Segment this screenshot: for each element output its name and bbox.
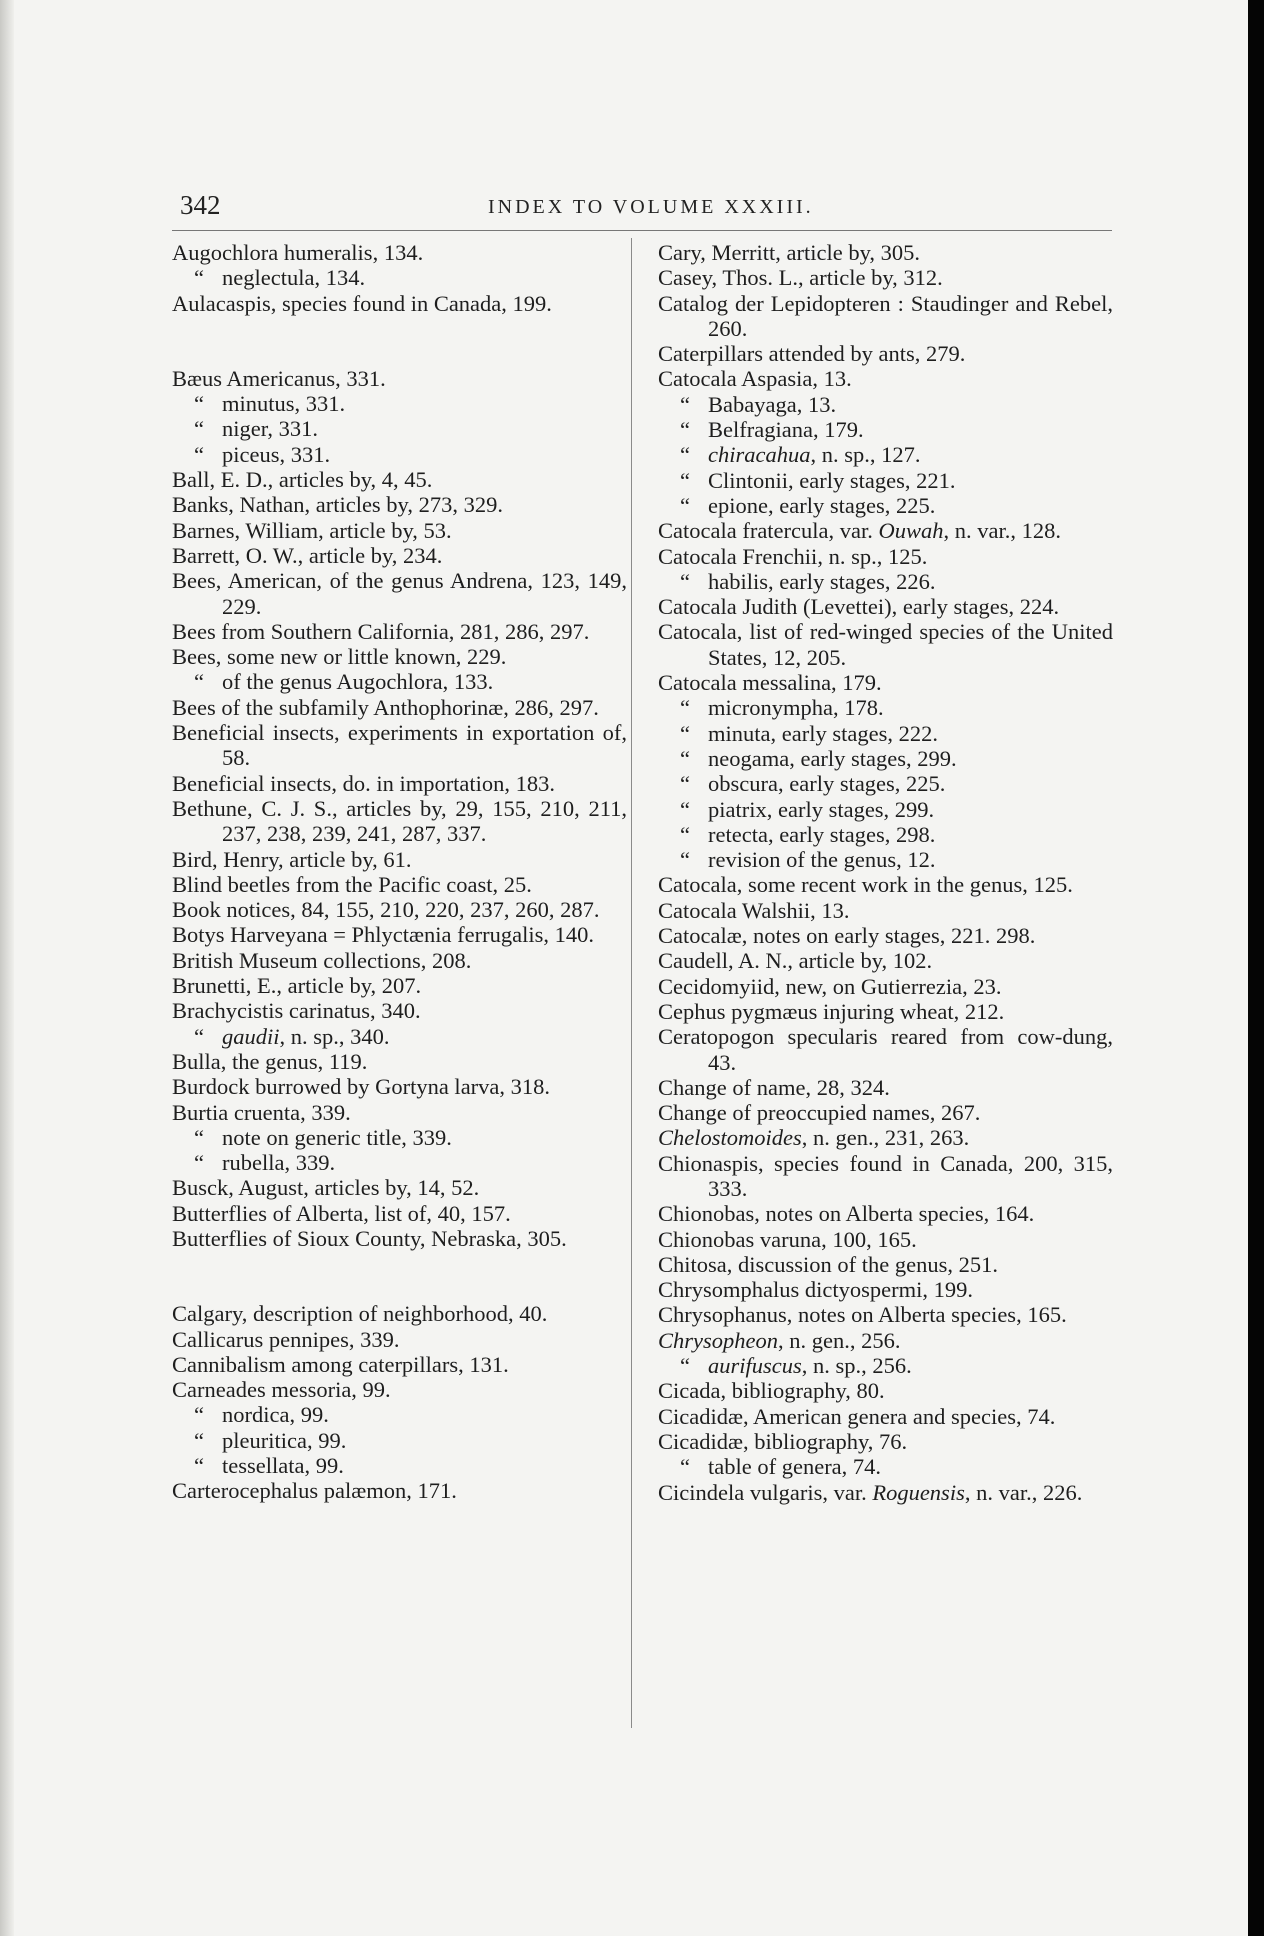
entry-text: Casey, Thos. L., article by, 312.	[658, 265, 943, 291]
entry-text: Chrysophanus, notes on Alberta species, 165.	[658, 1302, 1067, 1328]
index-entry	[172, 1175, 627, 1200]
entry-text: Chitosa, discussion of the genus, 251.	[658, 1251, 998, 1277]
entry-text: Bees from Southern California, 281, 286, 297.	[172, 618, 590, 644]
index-entry: “ Babayaga, 13.	[680, 391, 837, 417]
index-entry	[658, 1075, 1113, 1100]
entry-text: Catocala, list of red-winged species of the United States, 12, 205.	[658, 619, 1113, 670]
entry-text: Cary, Merritt, article by, 305.	[658, 240, 921, 265]
index-entry: “ habilis, early stages, 226.	[680, 568, 936, 594]
entry-text: Barrett, O. W., article by, 234.	[172, 542, 443, 568]
entry-text: obscura, early stages, 225.	[708, 771, 946, 797]
index-entry	[658, 544, 1113, 569]
entry-text: , n. sp., 127.	[810, 442, 921, 468]
index-entry: “ piatrix, early stages, 299.	[680, 796, 935, 822]
index-entry: “ minuta, early stages, 222.	[680, 720, 938, 746]
index-entry: “ neogama, early stages, 299.	[680, 745, 957, 771]
entry-text: Caterpillars attended by ants, 279.	[658, 341, 966, 367]
entry-text: Clintonii, early stages, 221.	[708, 467, 956, 493]
entry-text: Butterflies of Sioux County, Nebraska, 305.	[172, 1225, 567, 1251]
index-entry	[172, 568, 627, 619]
entry-text: Bulla, the genus, 119.	[172, 1048, 368, 1074]
entry-text: Catocalæ, notes on early stages, 221. 298.	[658, 923, 1036, 949]
index-entry: “ revision of the genus, 12.	[680, 847, 936, 873]
index-entry	[658, 1024, 1113, 1075]
entry-text: Chionobas, notes on Alberta species, 164.	[658, 1201, 1035, 1227]
index-entry: “ Belfragiana, 179.	[680, 417, 864, 443]
index-entry: “ nordica, 99.	[194, 1402, 329, 1428]
entry-text: Catocala Aspasia, 13.	[658, 366, 852, 392]
index-entry	[172, 1049, 627, 1074]
entry-text: Chionobas varuna, 100, 165.	[658, 1226, 917, 1252]
index-entry	[658, 594, 1113, 619]
index-entry	[172, 492, 627, 517]
entry-text: Callicarus pennipes, 339.	[172, 1326, 400, 1352]
index-entry: “ obscura, early stages, 225.	[680, 771, 946, 797]
index-entry	[172, 695, 627, 720]
entry-text: Cecidomyiid, new, on Gutierrezia, 23.	[658, 973, 1002, 999]
entry-text: rubella, 339.	[222, 1150, 336, 1176]
index-entry	[658, 999, 1113, 1024]
index-entry	[658, 291, 1113, 342]
entry-text: pleuritica, 99.	[222, 1427, 347, 1453]
index-entry: “ neglectula, 134.	[194, 265, 366, 291]
index-entry	[658, 366, 1113, 391]
entry-text: Catocala Frenchii, n. sp., 125.	[658, 543, 928, 569]
index-column-right	[658, 240, 1113, 1505]
running-title: INDEX TO VOLUME XXXIII.	[488, 196, 814, 218]
index-entry	[658, 1378, 1113, 1403]
entry-text: Augochlora humeralis, 134.	[172, 240, 424, 265]
entry-italic-term: Roguensis	[872, 1479, 965, 1505]
entry-italic-term: Chrysopheon	[658, 1327, 778, 1353]
entry-text: Brunetti, E., article by, 207.	[172, 973, 422, 999]
entry-text: retecta, early stages, 298.	[708, 821, 936, 847]
index-entry	[658, 1252, 1113, 1277]
entry-text: neogama, early stages, 299.	[708, 745, 957, 771]
entry-text: Calgary, description of neighborhood, 40.	[172, 1301, 548, 1327]
entry-italic-term: Ouwah	[878, 518, 944, 544]
index-entry	[172, 1201, 627, 1226]
entry-italic-term: chiracahua	[708, 442, 811, 468]
index-entry	[172, 1327, 627, 1352]
page-number: 342	[180, 190, 221, 220]
index-entry	[172, 366, 627, 391]
index-entry	[658, 518, 1113, 543]
entry-text: Babayaga, 13.	[708, 391, 837, 417]
entry-text: habilis, early stages, 226.	[708, 568, 936, 594]
entry-text: Cicada, bibliography, 80.	[658, 1378, 885, 1404]
index-entry: “ rubella, 339.	[194, 1150, 336, 1176]
entry-text: Book notices, 84, 155, 210, 220, 237, 260, 287.	[172, 897, 600, 923]
index-entry: “ minutus, 331.	[194, 391, 346, 417]
index-entry	[172, 543, 627, 568]
index-entry	[172, 847, 627, 872]
entry-text: Change of preoccupied names, 267.	[658, 1100, 981, 1126]
index-entry	[172, 973, 627, 998]
index-entry: “ micronympha, 178.	[680, 695, 884, 721]
entry-text: Cannibalism among caterpillars, 131.	[172, 1351, 509, 1377]
index-entry	[658, 948, 1113, 973]
index-entry: “ piceus, 331.	[194, 441, 331, 467]
entry-text: Cephus pygmæus injuring wheat, 212.	[658, 998, 1005, 1024]
entry-text: Change of name, 28, 324.	[658, 1074, 890, 1100]
entry-text: Catocala messalina, 179.	[658, 670, 882, 696]
entry-text: Banks, Nathan, articles by, 273, 329.	[172, 492, 503, 518]
entry-text: piceus, 331.	[222, 441, 331, 467]
index-column-left	[172, 240, 627, 1504]
entry-text: , n. sp., 340.	[279, 1023, 390, 1049]
index-entry: “ tessellata, 99.	[194, 1453, 344, 1479]
index-entry	[172, 998, 627, 1023]
index-entry	[172, 619, 627, 644]
index-entry	[172, 948, 627, 973]
entry-text: Ceratopogon specularis reared from cow-dung, 43.	[658, 1024, 1113, 1075]
entry-text: micronympha, 178.	[708, 695, 884, 721]
entry-text: Catalog der Lepidopteren : Staudinger and Rebel, 260.	[658, 290, 1113, 341]
entry-text: tessellata, 99.	[222, 1453, 344, 1479]
entry-text: minuta, early stages, 222.	[708, 720, 938, 746]
index-entry: “ gaudii, n. sp., 340.	[194, 1023, 390, 1049]
entry-text: table of genera, 74.	[708, 1454, 882, 1480]
entry-text: Blind beetles from the Pacific coast, 25.	[172, 871, 532, 897]
index-entry	[172, 1377, 627, 1402]
entry-text: Butterflies of Alberta, list of, 40, 157.	[172, 1200, 511, 1226]
index-entry	[172, 872, 627, 897]
index-entry	[658, 1429, 1113, 1454]
index-entry	[172, 922, 627, 947]
index-entry	[172, 796, 627, 847]
entry-text: Bees, American, of the genus Andrena, 123, 149, 229.	[172, 568, 627, 619]
index-entry	[658, 670, 1113, 695]
index-entry: “ niger, 331.	[194, 416, 318, 442]
entry-text: Cicadidæ, bibliography, 76.	[658, 1428, 908, 1454]
index-entry	[658, 974, 1113, 999]
index-entry	[172, 1100, 627, 1125]
entry-text: Carterocephalus palæmon, 171.	[172, 1478, 457, 1504]
index-entry	[658, 1480, 1113, 1505]
entry-text: Aulacaspis, species found in Canada, 199.	[172, 290, 552, 316]
entry-italic-term: gaudii	[222, 1023, 280, 1049]
entry-text: of the genus Augochlora, 133.	[222, 669, 494, 695]
header-rule	[172, 230, 1112, 231]
entry-text: , n. var., 226.	[964, 1479, 1083, 1505]
entry-text: , n. var., 128.	[943, 518, 1062, 544]
index-entry	[658, 1100, 1113, 1125]
entry-text: Ball, E. D., articles by, 4, 45.	[172, 467, 433, 493]
index-entry	[658, 240, 1113, 265]
index-entry	[658, 1328, 1113, 1353]
index-entry: “ table of genera, 74.	[680, 1454, 882, 1480]
entry-text: note on generic title, 339.	[222, 1124, 452, 1150]
index-entry: “ retecta, early stages, 298.	[680, 821, 936, 847]
index-entry	[172, 720, 627, 771]
entry-text: Brachycistis carinatus, 340.	[172, 998, 421, 1024]
index-entry: “ chiracahua, n. sp., 127.	[680, 442, 921, 468]
index-entry: “ epione, early stages, 225.	[680, 492, 936, 518]
page-header	[170, 190, 1110, 230]
index-entry	[658, 619, 1113, 670]
index-entry: “ aurifuscus, n. sp., 256.	[680, 1353, 912, 1379]
entry-text: Catocala Walshii, 13.	[658, 897, 850, 923]
entry-text: Bird, Henry, article by, 61.	[172, 846, 412, 872]
entry-text: Catocala fratercula, var.	[658, 518, 879, 544]
index-entry	[172, 1478, 627, 1503]
entry-italic-term: Chelostomoides	[658, 1125, 802, 1151]
entry-text: neglectula, 134.	[222, 265, 366, 291]
entry-text: revision of the genus, 12.	[708, 847, 936, 873]
index-entry	[658, 1227, 1113, 1252]
index-entry	[658, 1302, 1113, 1327]
index-entry: “ of the genus Augochlora, 133.	[194, 669, 494, 695]
entry-text: piatrix, early stages, 299.	[708, 796, 935, 822]
entry-text: niger, 331.	[222, 416, 318, 442]
index-entry	[658, 923, 1113, 948]
index-entry	[172, 1301, 627, 1326]
entry-text: Cicadidæ, American genera and species, 74.	[658, 1403, 1056, 1429]
entry-text: Catocala Judith (Levettei), early stages, 224.	[658, 594, 1060, 620]
entry-text: Belfragiana, 179.	[708, 417, 864, 443]
entry-text: epione, early stages, 225.	[708, 492, 936, 518]
entry-text: Catocala, some recent work in the genus, 125.	[658, 872, 1073, 898]
index-entry	[172, 518, 627, 543]
index-entry	[172, 1226, 627, 1251]
index-entry	[172, 1352, 627, 1377]
entry-text: Bees, some new or little known, 229.	[172, 644, 507, 670]
entry-text: Chionaspis, species found in Canada, 200, 315, 333.	[658, 1150, 1113, 1201]
entry-text: , n. gen., 256.	[778, 1327, 901, 1353]
index-entry: “ note on generic title, 339.	[194, 1124, 452, 1150]
index-entry	[172, 897, 627, 922]
entry-text: Burtia cruenta, 339.	[172, 1099, 351, 1125]
entry-text: Botys Harveyana = Phlyctænia ferrugalis, 140.	[172, 922, 594, 948]
entry-italic-term: aurifuscus	[708, 1353, 802, 1379]
entry-text: , n. gen., 231, 263.	[801, 1125, 970, 1151]
entry-text: Chrysomphalus dictyospermi, 199.	[658, 1277, 973, 1303]
index-entry: “ pleuritica, 99.	[194, 1427, 347, 1453]
entry-text: British Museum collections, 208.	[172, 947, 472, 973]
column-divider	[631, 238, 632, 1728]
entry-text: Bæus Americanus, 331.	[172, 365, 386, 391]
entry-text: Bees of the subfamily Anthophorinæ, 286, 297.	[172, 694, 599, 720]
index-entry	[658, 1201, 1113, 1226]
entry-text: Busck, August, articles by, 14, 52.	[172, 1175, 480, 1201]
entry-text: Carneades messoria, 99.	[172, 1377, 391, 1403]
index-entry	[172, 644, 627, 669]
page-binding-edge	[0, 0, 14, 1936]
index-entry	[172, 771, 627, 796]
index-entry	[658, 265, 1113, 290]
scan-border	[1248, 0, 1264, 1936]
entry-text: Burdock burrowed by Gortyna larva, 318.	[172, 1074, 551, 1100]
entry-text: , n. sp., 256.	[801, 1353, 912, 1379]
section-gap	[172, 316, 627, 366]
section-gap	[172, 1251, 627, 1301]
index-entry	[658, 872, 1113, 897]
entry-text: Barnes, William, article by, 53.	[172, 517, 452, 543]
index-entry	[658, 1151, 1113, 1202]
index-entry	[658, 1277, 1113, 1302]
index-entry	[172, 467, 627, 492]
entry-text: Beneficial insects, experiments in exportation of, 58.	[172, 720, 627, 771]
index-entry	[172, 291, 627, 316]
entry-text: minutus, 331.	[222, 391, 346, 417]
entry-text: Caudell, A. N., article by, 102.	[658, 948, 933, 974]
index-entry: “ Clintonii, early stages, 221.	[680, 467, 956, 493]
entry-text: nordica, 99.	[222, 1402, 329, 1428]
index-entry	[658, 1125, 1113, 1150]
index-entry	[658, 1404, 1113, 1429]
index-entry	[172, 240, 627, 265]
index-entry	[658, 341, 1113, 366]
index-entry	[658, 898, 1113, 923]
entry-text: Bethune, C. J. S., articles by, 29, 155, 210, 211, 237, 238, 239, 241, 287, 337.	[172, 795, 627, 847]
entry-text: Cicindela vulgaris, var.	[658, 1479, 873, 1505]
index-entry	[172, 1074, 627, 1099]
entry-text: Beneficial insects, do. in importation, 183.	[172, 770, 556, 796]
